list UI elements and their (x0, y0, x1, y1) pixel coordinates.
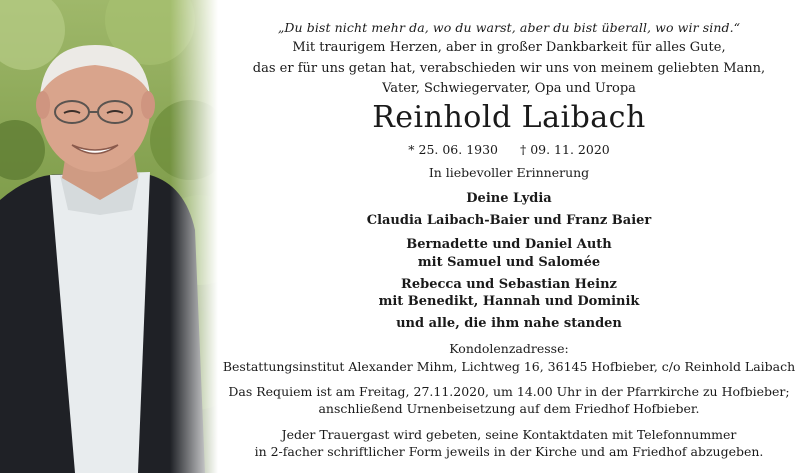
condolence-address: Bestattungsinstitut Alexander Mihm, Lichtweg 16, 36145 Hofbieber, c/o Reinhold Laibach (222, 359, 796, 374)
requiem-line-2: anschließend Urnenbeisetzung auf dem Friedhof Hofbieber. (318, 401, 700, 416)
mourner-line: Claudia Laibach-Baier und Franz Baier (366, 213, 652, 228)
birth-date: * 25. 06. 1930 (408, 142, 499, 157)
guest-line-2: in 2-facher schriftlicher Form jeweils in der Kirche und am Friedhof abzugeben. (254, 444, 764, 459)
portrait-photo (0, 0, 218, 473)
remembrance-line: In liebevoller Erinnerung (428, 165, 590, 180)
mourner-line: und alle, die ihm nahe standen (396, 316, 622, 331)
mourner-line: mit Benedikt, Hannah und Dominik (378, 294, 640, 309)
quote: „Du bist nicht mehr da, wo du warst, aber du bist überall, wo wir sind.“ (277, 20, 741, 35)
death-date: † 09. 11. 2020 (519, 142, 610, 157)
intro-line-3: Vater, Schwiegervater, Opa und Uropa (382, 81, 636, 96)
deceased-name: Reinhold Laibach (372, 100, 646, 135)
life-dates (220, 142, 798, 157)
condolence-label: Kondolenzadresse: (449, 341, 569, 356)
mourner-line: Rebecca und Sebastian Heinz (401, 277, 617, 292)
intro-line-2: das er für uns getan hat, verabschieden wir uns von meinem geliebten Mann, (252, 61, 766, 76)
guest-line-1: Jeder Trauergast wird gebeten, seine Kontaktdaten mit Telefonnummer (281, 427, 737, 442)
notice-text (220, 0, 798, 473)
requiem-line-1: Das Requiem ist am Freitag, 27.11.2020, um 14.00 Uhr in der Pfarrkirche zu Hofbieber; (228, 384, 790, 399)
mourner-line: Deine Lydia (466, 191, 552, 206)
mourner-line: Bernadette und Daniel Auth (406, 237, 612, 252)
mourner-line: mit Samuel und Salomée (417, 255, 601, 270)
intro-line-1: Mit traurigem Herzen, aber in großer Dankbarkeit für alles Gute, (292, 40, 726, 55)
